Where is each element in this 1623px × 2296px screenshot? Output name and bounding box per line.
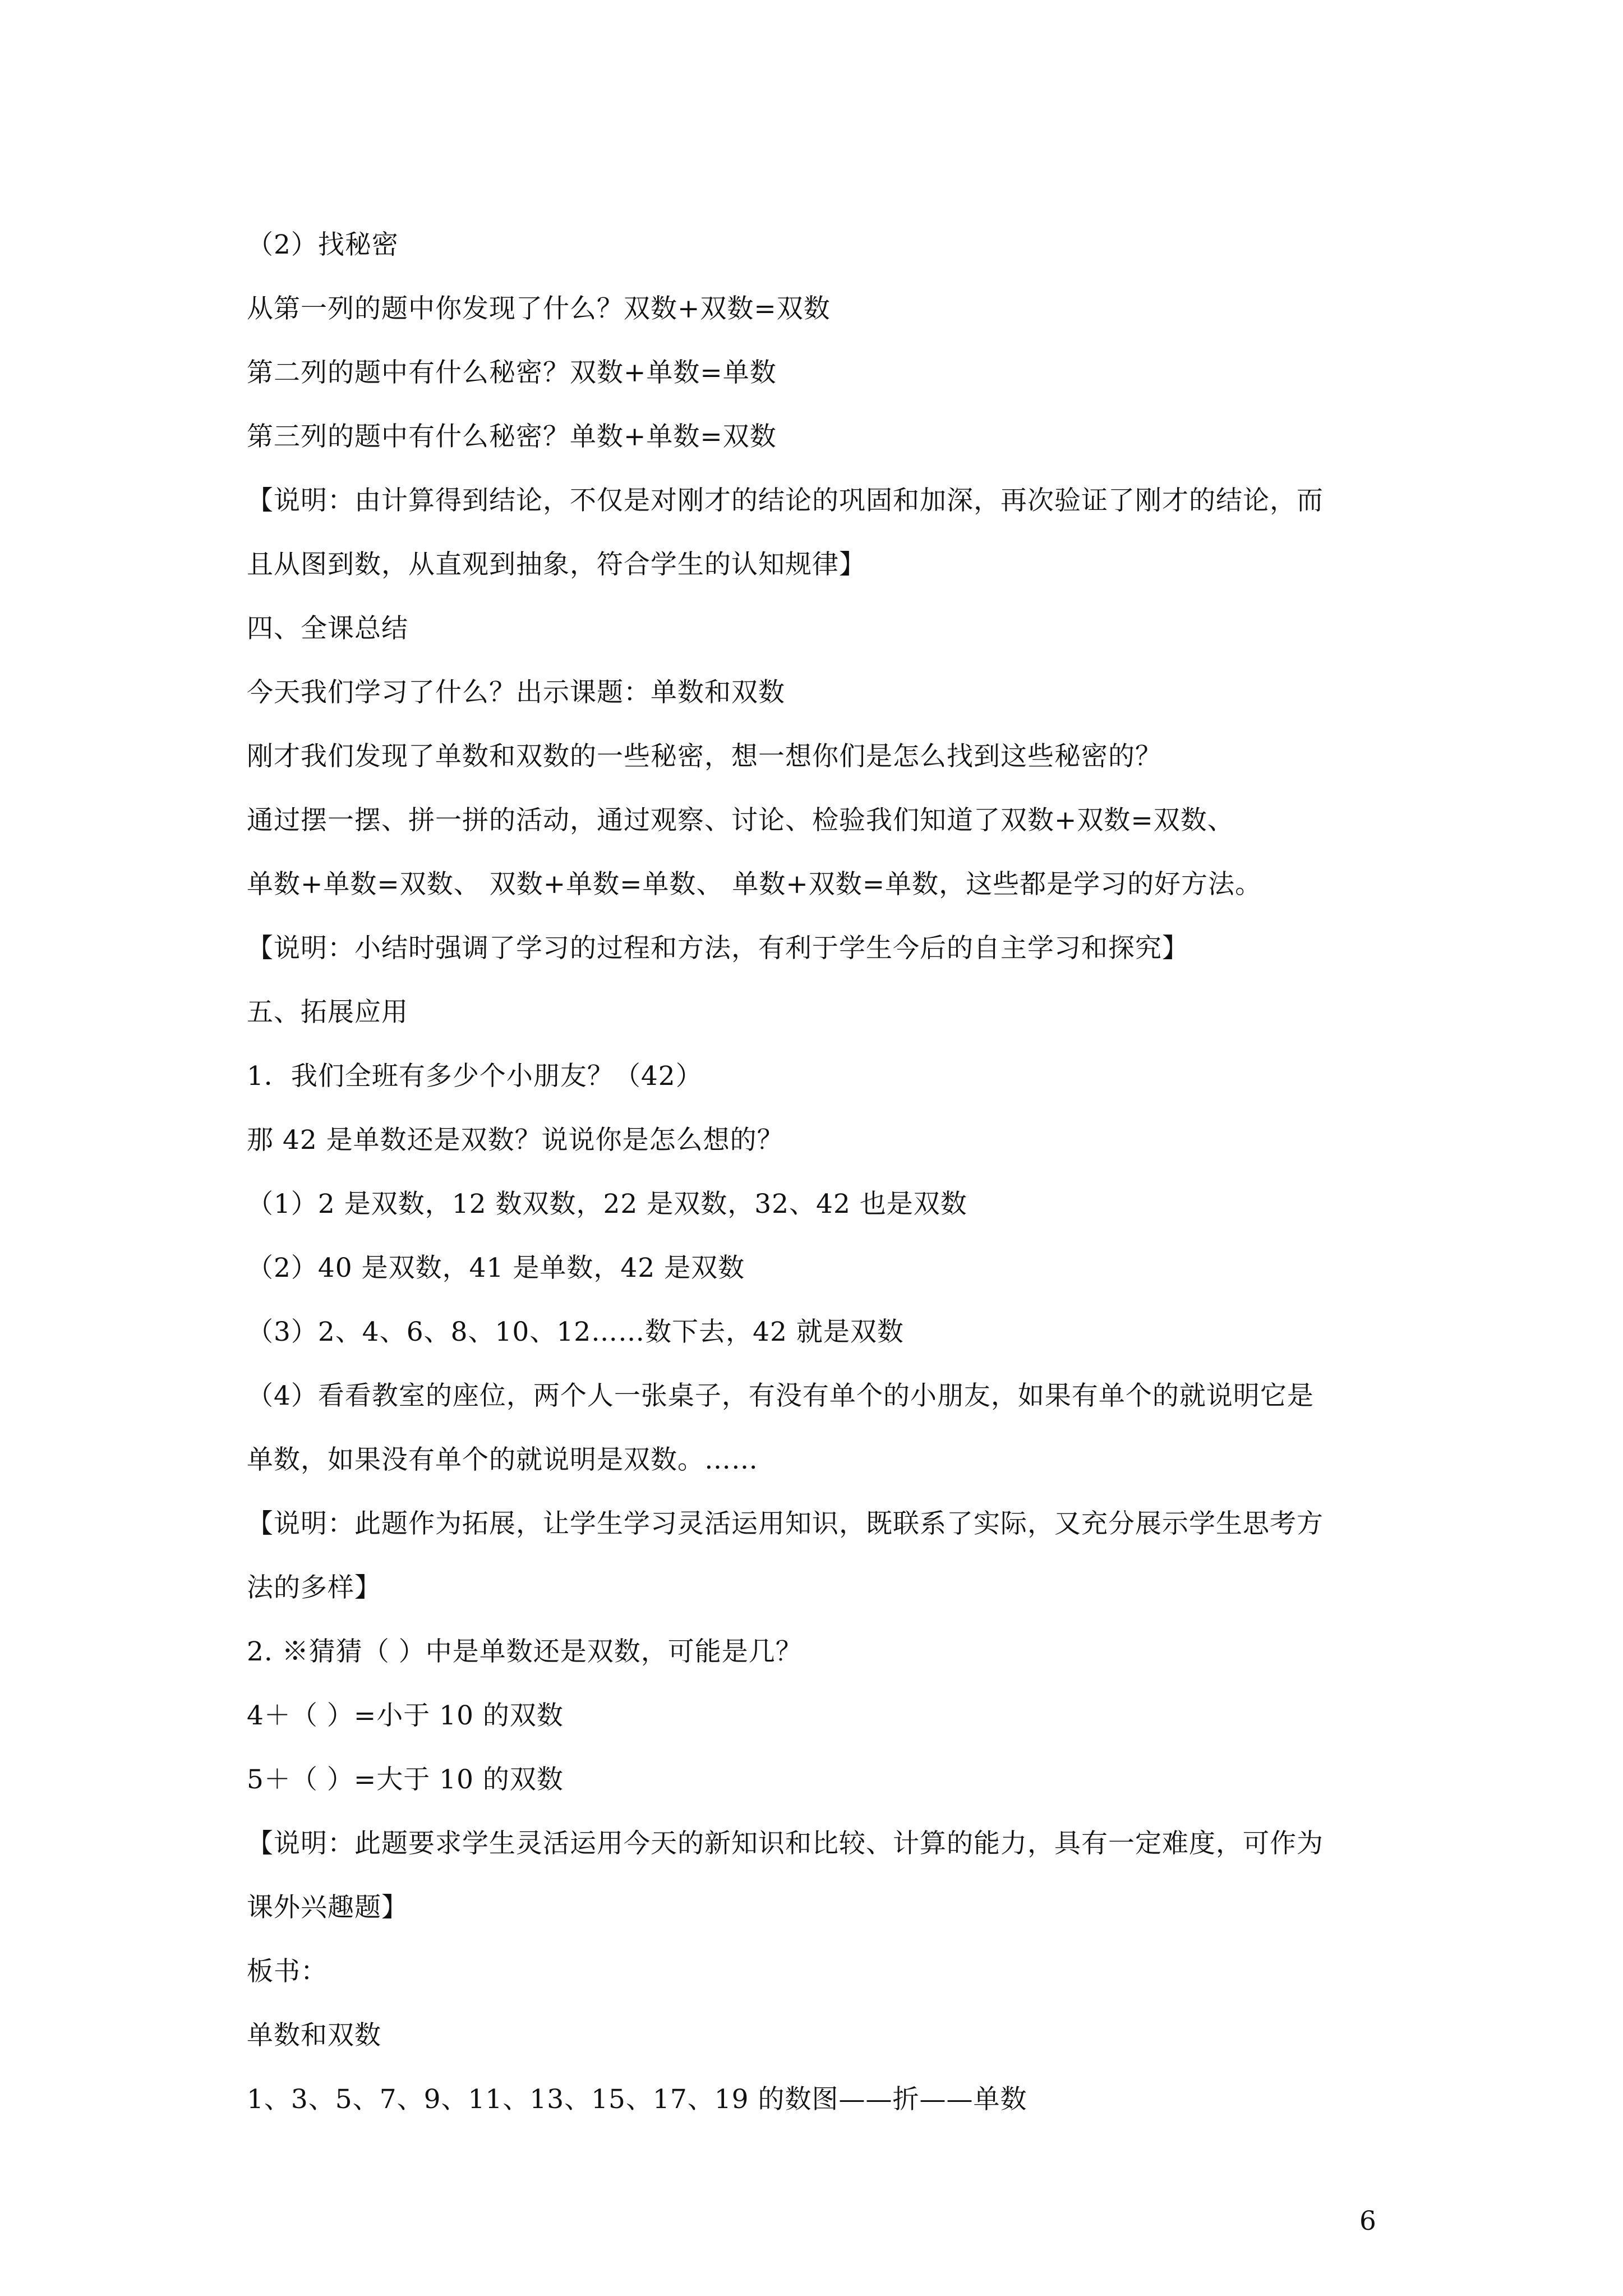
text-line: 1、3、5、7、9、11、13、15、17、19 的数图——折——单数 xyxy=(247,2084,1027,2115)
text-line: （3）2、4、6、8、10、12……数下去，42 就是双数 xyxy=(247,1317,904,1347)
note-line: 【说明：由计算得到结论，不仅是对刚才的结论的巩固和加深，再次验证了刚才的结论，而 xyxy=(247,485,1324,516)
text-line: 那 42 是单数还是双数？说说你是怎么想的？ xyxy=(247,1125,784,1156)
text-line: （4）看看教室的座位，两个人一张桌子，有没有单个的小朋友，如果有单个的就说明它是 xyxy=(247,1381,1314,1411)
text-line: （2）找秘密 xyxy=(247,229,399,260)
note-line: 【说明：此题要求学生灵活运用今天的新知识和比较、计算的能力，具有一定难度，可作为 xyxy=(247,1828,1324,1859)
board-title: 单数和双数 xyxy=(247,2020,381,2051)
text-line: （2）40 是双数，41 是单数，42 是双数 xyxy=(247,1253,745,1283)
note-line: 【说明：小结时强调了学习的过程和方法，有利于学生今后的自主学习和探究】 xyxy=(247,933,1189,964)
text-line: 单数，如果没有单个的就说明是双数。…… xyxy=(247,1444,758,1475)
note-line: 【说明：此题作为拓展，让学生学习灵活运用知识，既联系了实际，又充分展示学生思考方 xyxy=(247,1508,1324,1539)
text-line: 5＋（ ）=大于 10 的双数 xyxy=(247,1764,564,1795)
text-line: 1．我们全班有多少个小朋友？（42） xyxy=(247,1061,703,1092)
text-line: 从第一列的题中你发现了什么？双数+双数=双数 xyxy=(247,293,831,324)
text-line: 第三列的题中有什么秘密？单数+单数=双数 xyxy=(247,421,777,452)
note-line: 课外兴趣题】 xyxy=(247,1892,408,1923)
text-line: 通过摆一摆、拼一拼的活动，通过观察、讨论、检验我们知道了双数+双数=双数、 xyxy=(247,805,1234,836)
note-line: 且从图到数，从直观到抽象，符合学生的认知规律】 xyxy=(247,549,866,580)
note-line: 法的多样】 xyxy=(247,1572,381,1603)
text-line: 单数+单数=双数、 双数+单数=单数、 单数+双数=单数，这些都是学习的好方法。 xyxy=(247,869,1262,900)
text-line: 今天我们学习了什么？出示课题：单数和双数 xyxy=(247,677,785,708)
page-number: 6 xyxy=(1359,2206,1376,2237)
body-text xyxy=(247,213,1391,2132)
text-line: 板书： xyxy=(247,1956,328,1987)
text-line: 4＋（ ）=小于 10 的双数 xyxy=(247,1700,564,1731)
section-heading: 四、全课总结 xyxy=(247,613,408,644)
section-heading: 五、拓展应用 xyxy=(247,997,408,1028)
text-line: 刚才我们发现了单数和双数的一些秘密，想一想你们是怎么找到这些秘密的？ xyxy=(247,741,1162,772)
text-line: 第二列的题中有什么秘密？双数+单数=单数 xyxy=(247,357,777,388)
text-line: （1）2 是双数，12 数双数，22 是双数，32、42 也是双数 xyxy=(247,1189,967,1220)
text-line: 2. ※猜猜（ ）中是单数还是双数，可能是几？ xyxy=(247,1636,803,1667)
